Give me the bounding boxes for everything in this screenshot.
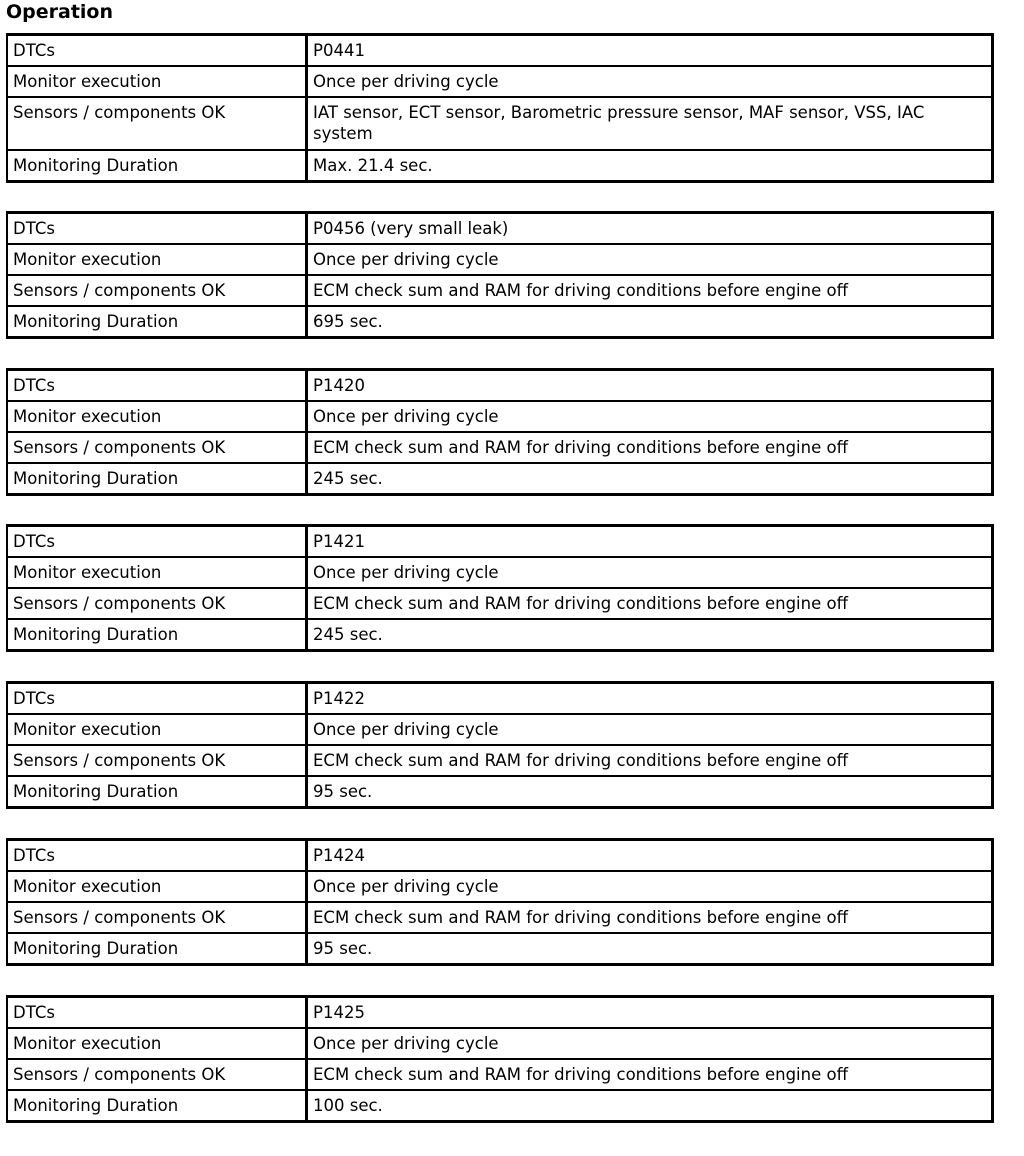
dtcs-label: DTCs [7, 370, 307, 402]
sensors-components-value: IAT sensor, ECT sensor, Barometric pressure sensor, MAF sensor, VSS, IAC system [307, 97, 993, 150]
dtcs-label: DTCs [7, 35, 307, 67]
table-row-sensors-components [7, 275, 993, 306]
sensors-components-value: ECM check sum and RAM for driving conditions before engine off [307, 432, 993, 463]
table-row-monitor-execution [7, 244, 993, 275]
dtc-table-p0441 [6, 33, 994, 183]
dtcs-label: DTCs [7, 526, 307, 558]
dtcs-value: P0456 (very small leak) [307, 213, 993, 245]
monitoring-duration-value: 695 sec. [307, 306, 993, 338]
sensors-components-label: Sensors / components OK [7, 588, 307, 619]
dtcs-label: DTCs [7, 683, 307, 715]
monitor-execution-value: Once per driving cycle [307, 557, 993, 588]
monitoring-duration-value: 100 sec. [307, 1090, 993, 1122]
monitoring-duration-label: Monitoring Duration [7, 463, 307, 495]
dtc-table-p1422 [6, 681, 994, 809]
sensors-components-value: ECM check sum and RAM for driving conditions before engine off [307, 902, 993, 933]
dtcs-value: P1425 [307, 997, 993, 1029]
monitor-execution-label: Monitor execution [7, 871, 307, 902]
table-row-sensors-components [7, 1059, 993, 1090]
dtc-table-p1420 [6, 368, 994, 496]
table-row-sensors-components [7, 432, 993, 463]
sensors-components-label: Sensors / components OK [7, 432, 307, 463]
table-row-dtcs [7, 213, 993, 245]
monitoring-duration-value: Max. 21.4 sec. [307, 150, 993, 182]
dtcs-value: P1424 [307, 840, 993, 872]
table-row-monitor-execution [7, 871, 993, 902]
dtcs-label: DTCs [7, 997, 307, 1029]
dtcs-value: P1421 [307, 526, 993, 558]
table-row-monitoring-duration [7, 463, 993, 495]
sensors-components-label: Sensors / components OK [7, 1059, 307, 1090]
table-row-monitor-execution [7, 714, 993, 745]
table-row-dtcs [7, 683, 993, 715]
table-row-monitor-execution [7, 66, 993, 97]
monitor-execution-value: Once per driving cycle [307, 1028, 993, 1059]
monitoring-duration-value: 95 sec. [307, 933, 993, 965]
sensors-components-label: Sensors / components OK [7, 97, 307, 150]
table-row-sensors-components [7, 588, 993, 619]
monitor-execution-value: Once per driving cycle [307, 244, 993, 275]
table-row-monitoring-duration [7, 306, 993, 338]
table-row-sensors-components [7, 745, 993, 776]
dtcs-value: P0441 [307, 35, 993, 67]
monitor-execution-label: Monitor execution [7, 714, 307, 745]
sensors-components-label: Sensors / components OK [7, 902, 307, 933]
table-row-monitor-execution [7, 1028, 993, 1059]
dtc-table-p1425 [6, 995, 994, 1123]
table-row-dtcs [7, 370, 993, 402]
table-row-dtcs [7, 997, 993, 1029]
table-row-monitor-execution [7, 557, 993, 588]
dtc-table-p1421 [6, 524, 994, 652]
table-row-dtcs [7, 840, 993, 872]
dtcs-value: P1422 [307, 683, 993, 715]
monitor-execution-value: Once per driving cycle [307, 714, 993, 745]
sensors-components-value: ECM check sum and RAM for driving conditions before engine off [307, 588, 993, 619]
sensors-components-label: Sensors / components OK [7, 275, 307, 306]
monitor-execution-label: Monitor execution [7, 1028, 307, 1059]
monitor-execution-label: Monitor execution [7, 244, 307, 275]
monitoring-duration-value: 245 sec. [307, 463, 993, 495]
table-row-monitor-execution [7, 401, 993, 432]
dtc-table-p1424 [6, 838, 994, 966]
monitoring-duration-label: Monitoring Duration [7, 933, 307, 965]
table-row-dtcs [7, 526, 993, 558]
sensors-components-value: ECM check sum and RAM for driving conditions before engine off [307, 745, 993, 776]
monitoring-duration-value: 95 sec. [307, 776, 993, 808]
table-row-monitoring-duration [7, 933, 993, 965]
page-title: Operation [6, 1, 114, 23]
monitoring-duration-label: Monitoring Duration [7, 150, 307, 182]
monitor-execution-label: Monitor execution [7, 401, 307, 432]
dtc-table-p0456 [6, 211, 994, 339]
monitoring-duration-value: 245 sec. [307, 619, 993, 651]
monitoring-duration-label: Monitoring Duration [7, 1090, 307, 1122]
table-row-monitoring-duration [7, 776, 993, 808]
dtcs-value: P1420 [307, 370, 993, 402]
table-row-monitoring-duration [7, 150, 993, 182]
sensors-components-label: Sensors / components OK [7, 745, 307, 776]
table-row-monitoring-duration [7, 1090, 993, 1122]
table-row-monitoring-duration [7, 619, 993, 651]
monitor-execution-value: Once per driving cycle [307, 66, 993, 97]
sensors-components-value: ECM check sum and RAM for driving conditions before engine off [307, 1059, 993, 1090]
table-row-sensors-components [7, 97, 993, 150]
monitor-execution-value: Once per driving cycle [307, 401, 993, 432]
monitor-execution-label: Monitor execution [7, 557, 307, 588]
monitor-execution-label: Monitor execution [7, 66, 307, 97]
monitoring-duration-label: Monitoring Duration [7, 619, 307, 651]
dtcs-label: DTCs [7, 213, 307, 245]
dtcs-label: DTCs [7, 840, 307, 872]
monitoring-duration-label: Monitoring Duration [7, 776, 307, 808]
table-row-dtcs [7, 35, 993, 67]
monitor-execution-value: Once per driving cycle [307, 871, 993, 902]
table-row-sensors-components [7, 902, 993, 933]
monitoring-duration-label: Monitoring Duration [7, 306, 307, 338]
sensors-components-value: ECM check sum and RAM for driving conditions before engine off [307, 275, 993, 306]
